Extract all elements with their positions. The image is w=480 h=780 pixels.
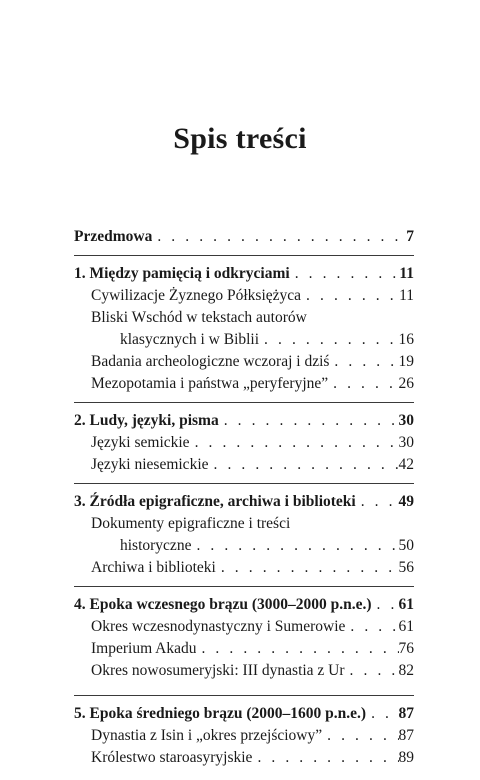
toc-entry[interactable] (74, 226, 414, 248)
toc-entry[interactable] (74, 432, 414, 454)
toc-entry[interactable] (74, 747, 414, 769)
toc-entry[interactable] (74, 285, 414, 307)
spacer (74, 682, 414, 688)
toc-leader (191, 535, 398, 557)
toc-leader (356, 491, 399, 513)
toc-entry[interactable] (74, 703, 414, 725)
toc-entry-title: 2. Ludy, języki, pisma (74, 412, 219, 429)
toc-entry-title: Języki semickie (91, 434, 190, 451)
toc-leader (152, 226, 406, 248)
toc-entry-page: 49 (398, 493, 414, 510)
section-divider (74, 586, 414, 587)
toc-leader (329, 351, 398, 373)
toc-entry-page: 82 (398, 662, 414, 679)
toc-leader (345, 660, 399, 682)
section-divider (74, 255, 414, 256)
toc-entry-title: Języki niesemickie (91, 456, 209, 473)
toc-entry-page: 76 (398, 640, 414, 657)
toc-entry-page: 26 (398, 375, 414, 392)
toc-leader (209, 454, 399, 476)
toc-entry-title: historyczne (120, 537, 192, 554)
toc-entry-page: 87 (398, 705, 414, 722)
toc-entry-page: 11 (399, 265, 414, 282)
toc-entry-title: Królestwo staroasyryjskie (91, 749, 253, 766)
toc-entry[interactable] (74, 638, 414, 660)
toc-entry-title: Okres nowosumeryjski: III dynastia z Ur (91, 662, 345, 679)
toc-entry-page: 50 (398, 537, 414, 554)
toc-entry-title: Okres wczesnodynastyczny i Sumerowie (91, 618, 346, 635)
toc-entry-title: Imperium Akadu (91, 640, 197, 657)
toc-entry[interactable] (74, 535, 414, 557)
toc-entry-title: Przedmowa (74, 228, 153, 245)
toc-entry-page: 19 (398, 353, 414, 370)
toc-leader (190, 432, 399, 454)
toc-leader (259, 329, 398, 351)
toc-entry[interactable] (74, 557, 414, 579)
toc-leader (219, 410, 399, 432)
toc-section-preface (74, 226, 414, 248)
toc-entry-page: 30 (398, 434, 414, 451)
toc-entry-title: 3. Źródła epigraficzne, archiwa i biblioteki (74, 493, 356, 510)
toc-entry-title: 5. Epoka średniego brązu (2000–1600 p.n.e.) (74, 705, 367, 722)
table-of-contents (74, 226, 414, 769)
toc-entry-title: Mezopotamia i państwa „peryferyjne” (91, 375, 329, 392)
toc-entry[interactable] (74, 307, 414, 329)
toc-entry-page: 11 (399, 287, 414, 304)
toc-leader (196, 638, 398, 660)
toc-entry-page: 89 (398, 749, 414, 766)
toc-entry-page: 61 (398, 596, 414, 613)
section-divider (74, 695, 414, 696)
toc-entry-title: klasycznych i w Biblii (120, 331, 260, 348)
toc-entry[interactable] (74, 373, 414, 395)
toc-entry-title: Badania archeologiczne wczoraj i dziś (91, 353, 330, 370)
toc-section-4 (74, 594, 414, 682)
toc-section-2 (74, 410, 414, 476)
toc-entry[interactable] (74, 454, 414, 476)
toc-entry[interactable] (74, 725, 414, 747)
toc-entry-page: 87 (398, 727, 414, 744)
toc-section-3 (74, 491, 414, 579)
toc-leader (216, 557, 399, 579)
toc-entry-page: 7 (406, 228, 414, 245)
toc-leader (366, 703, 398, 725)
toc-entry-page: 56 (398, 559, 414, 576)
toc-leader (290, 263, 400, 285)
toc-entry[interactable] (74, 491, 414, 513)
section-divider (74, 402, 414, 403)
page-title: Spis treści (173, 122, 307, 155)
toc-leader (372, 594, 399, 616)
toc-entry[interactable] (74, 263, 414, 285)
toc-entry-title: 4. Epoka wczesnego brązu (3000–2000 p.n.e.) (74, 596, 372, 613)
toc-entry[interactable] (74, 329, 414, 351)
toc-entry[interactable] (74, 351, 414, 373)
toc-entry-page: 61 (398, 618, 414, 635)
toc-entry-title: Dokumenty epigraficzne i treści (91, 515, 291, 532)
toc-entry-page: 42 (398, 456, 414, 473)
toc-entry-title: Bliski Wschód w tekstach autorów (91, 309, 307, 326)
toc-leader (322, 725, 398, 747)
section-divider (74, 483, 414, 484)
toc-leader (301, 285, 399, 307)
toc-entry[interactable] (74, 513, 414, 535)
toc-leader (328, 373, 398, 395)
toc-entry[interactable] (74, 410, 414, 432)
toc-leader (345, 616, 398, 638)
toc-entry-title: 1. Między pamięcią i odkryciami (74, 265, 290, 282)
toc-entry[interactable] (74, 616, 414, 638)
toc-entry-title: Cywilizacje Żyznego Półksiężyca (91, 287, 302, 304)
toc-entry-title: Dynastia z Isin i „okres przejściowy” (91, 727, 323, 744)
toc-entry-title: Archiwa i biblioteki (91, 559, 216, 576)
toc-entry[interactable] (74, 660, 414, 682)
toc-section-5 (74, 703, 414, 769)
toc-entry[interactable] (74, 594, 414, 616)
toc-leader (252, 747, 398, 769)
toc-entry-page: 30 (398, 412, 414, 429)
toc-entry-page: 16 (398, 331, 414, 348)
toc-section-1 (74, 263, 414, 395)
